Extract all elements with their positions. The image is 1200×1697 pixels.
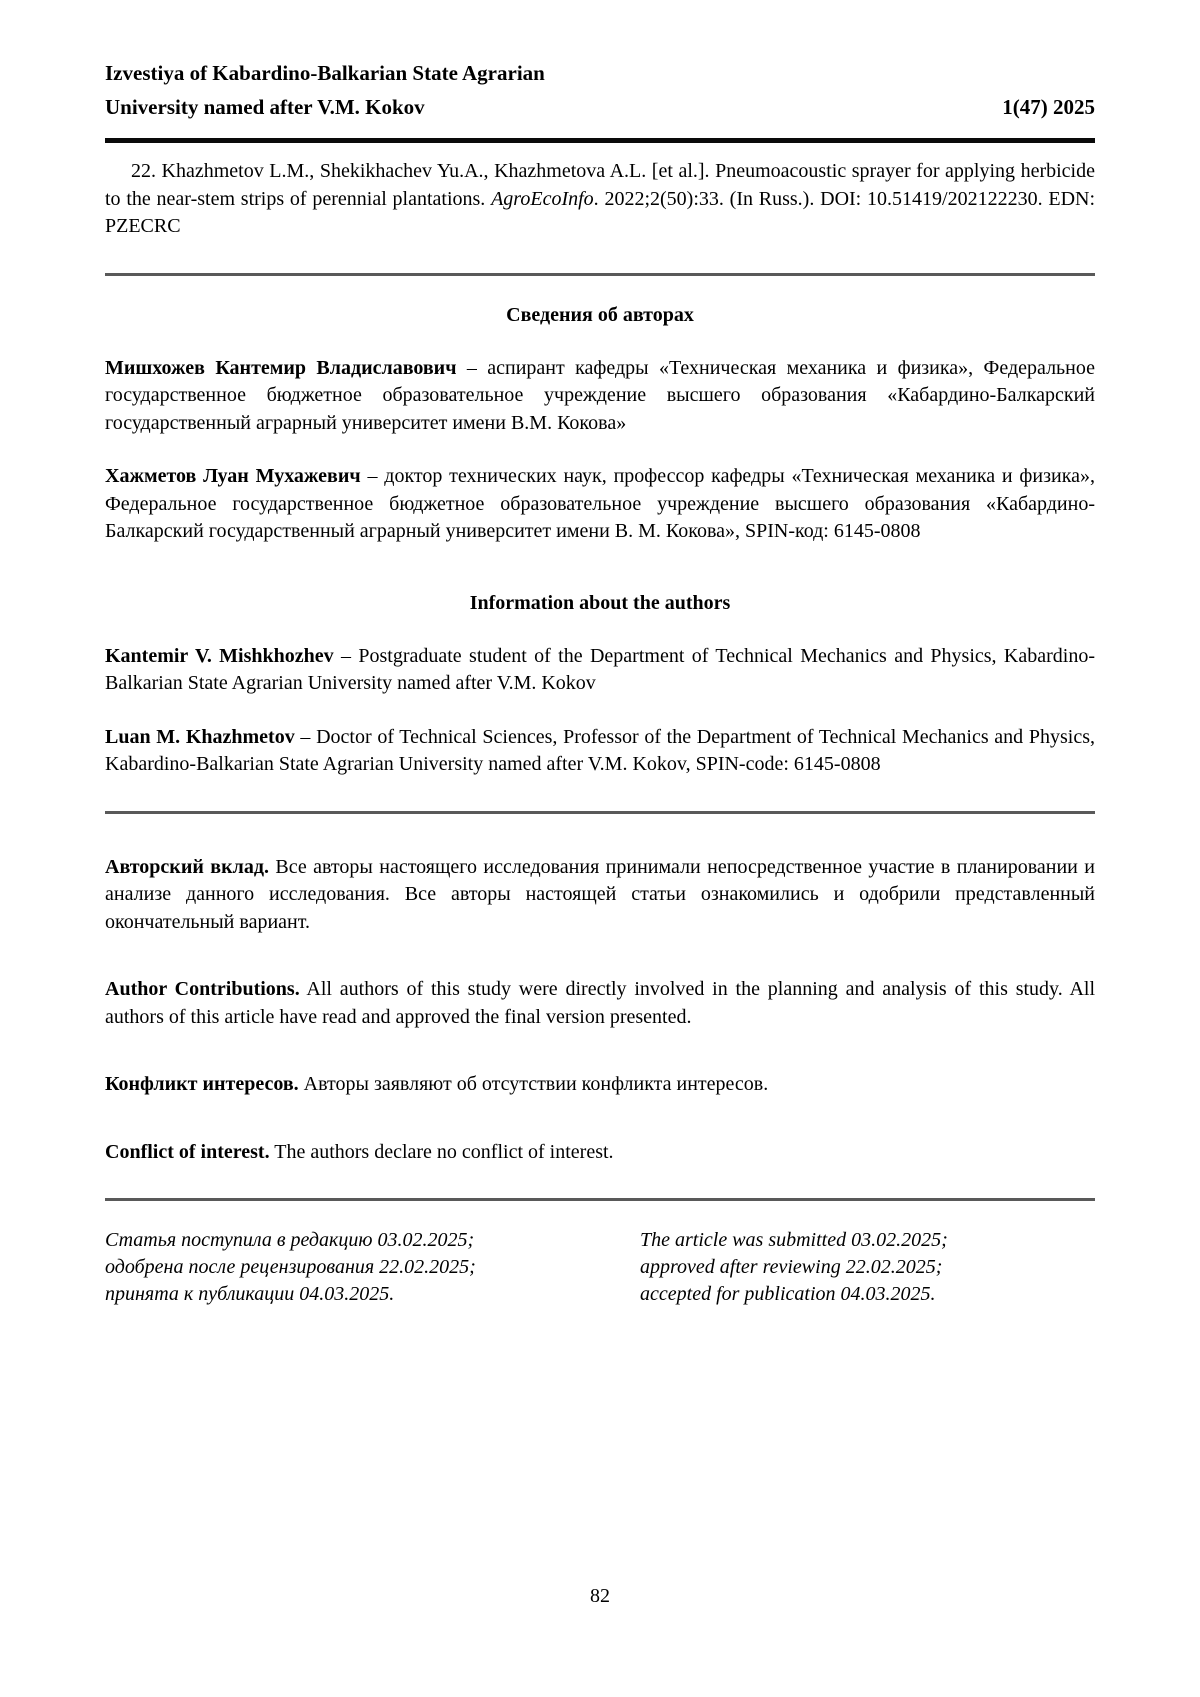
submission-dates-en (600, 1227, 1095, 1308)
statement-text-conflict-en: The authors declare no conflict of interest. (269, 1140, 614, 1163)
statement-text-conflict-ru: Авторы заявляют об отсутствии конфликта интересов. (298, 1073, 769, 1095)
reference-entry (105, 158, 1095, 241)
journal-header (105, 56, 1095, 143)
statement-text-contrib-en: All authors of this study were directly involved in the planning and analysis of this study. All authors of this article have read and approved the final version presented. (105, 978, 1096, 1028)
reference-journal-name: AgroEcoInfo (491, 187, 594, 210)
date-accepted-en: accepted for publication 04.03.2025. (640, 1283, 936, 1305)
author-desc-en-1: – Postgraduate student of the Department of Technical Mechanics and Physics, Kabardino-Balkarian State Agrarian University named after V.M. Kokov (105, 644, 1095, 694)
author-entry-ru-1 (105, 355, 1095, 438)
author-name-en-1: Kantemir V. Mishkhozhev (105, 644, 334, 667)
author-entry-ru-2 (105, 463, 1095, 546)
reference-tail: . 2022;2(50):33. (In Russ.). DOI: 10.51419/202122230. EDN: PZECRC (105, 187, 1096, 237)
author-entry-en-1 (105, 643, 1095, 698)
submission-dates-ru (105, 1227, 600, 1308)
date-approved-en: approved after reviewing 22.02.2025; (640, 1256, 943, 1278)
author-name-en-2: Luan M. Khazhmetov (105, 725, 295, 748)
author-name-ru-1: Мишхожев Кантемир Владиславович (105, 356, 457, 379)
statement-text-contrib-ru: Все авторы настоящего исследования принимали непосредственное участие в планировании и анализе данного исследования. Все авторы настоящей статьи ознакомились и одобрили представленный окончательный вариант. (105, 855, 1095, 933)
reference-text: 22. Khazhmetov L.M., Shekikhachev Yu.A., Khazhmetova A.L. [et al.]. Pneumoacoustic sprayer for applying herbicide to the near-stem strips of perennial plantations. (105, 160, 1095, 210)
header-rule (105, 138, 1095, 143)
journal-title-line1: Izvestiya of Kabardino-Balkarian State Agrarian (105, 61, 545, 85)
statement-conflict-ru (105, 1071, 1095, 1099)
author-entry-en-2 (105, 724, 1095, 779)
journal-header-row2 (105, 90, 1095, 124)
statement-author-contrib-en (105, 976, 1095, 1031)
date-submitted-ru: Статья поступила в редакцию 03.02.2025; (105, 1229, 475, 1251)
section-divider-top (105, 273, 1095, 276)
section-divider-middle (105, 811, 1095, 814)
submission-dates (105, 1227, 1095, 1308)
date-approved-ru: одобрена после рецензирования 22.02.2025; (105, 1256, 476, 1278)
statement-label-contrib-en: Author Contributions. (105, 978, 300, 1000)
date-submitted-en: The article was submitted 03.02.2025; (640, 1229, 948, 1251)
statement-author-contrib-ru (105, 854, 1095, 937)
section-divider-bottom (105, 1198, 1095, 1201)
author-desc-en-2: – Doctor of Technical Sciences, Professor of the Department of Technical Mechanics and Physics, Kabardino-Balkarian State Agrarian University named after V.M. Kokov, SPIN-code: 6145-0808 (105, 725, 1095, 775)
statement-label-contrib-ru: Авторский вклад. (105, 855, 269, 878)
statement-label-conflict-en: Conflict of interest. (105, 1140, 270, 1163)
statement-conflict-en (105, 1139, 1095, 1167)
page-number: 82 (590, 1585, 610, 1607)
issue-number: 1(47) 2025 (1002, 95, 1095, 119)
author-name-ru-2: Хажметов Луан Мухажевич (105, 465, 361, 487)
date-accepted-ru: принята к публикации 04.03.2025. (105, 1283, 395, 1305)
statement-label-conflict-ru: Конфликт интересов. (105, 1073, 299, 1095)
author-desc-ru-2: – доктор технических наук, профессор кафедры «Техническая механика и физика», Федеральное государственное бюджетное образовательное учреждение высшего образования «Кабардино-Балкарский государственный аграрный университет имени В. М. Кокова», SPIN-код: 6145-0808 (105, 465, 1095, 542)
heading-authors-en: Information about the authors (469, 591, 731, 614)
heading-authors-ru: Сведения об авторах (506, 303, 694, 326)
author-desc-ru-1: – аспирант кафедры «Техническая механика и физика», Федеральное государственное бюджетное образовательное учреждение высшего образования «Кабардино-Балкарский государственный аграрный университет имени В.М. Кокова» (105, 356, 1095, 434)
journal-title-line2: University named after V.M. Kokov (105, 95, 425, 119)
